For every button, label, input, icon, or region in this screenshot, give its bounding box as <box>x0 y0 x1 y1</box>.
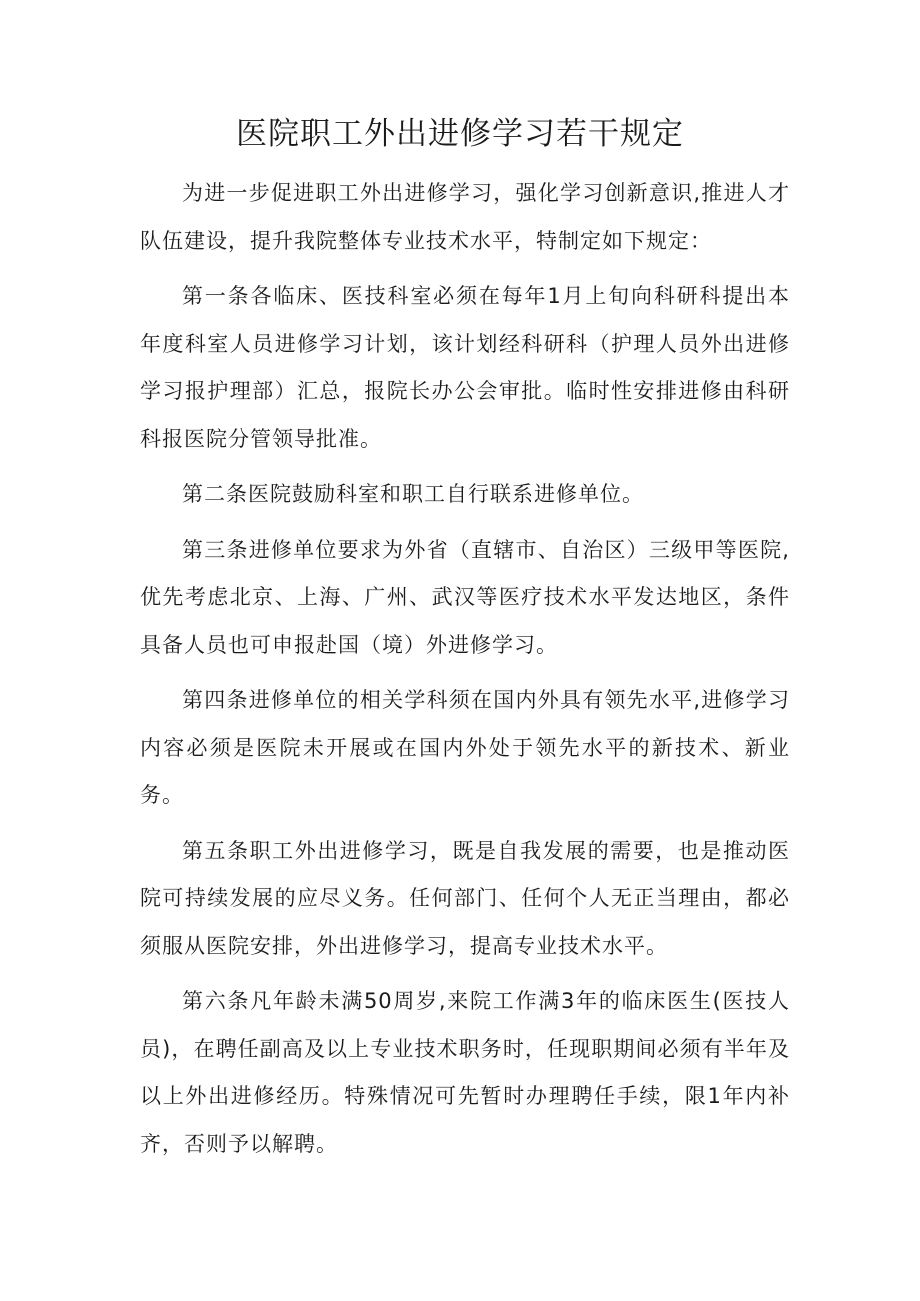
paragraph-intro: 为进一步促进职工外出进修学习，强化学习创新意识,推进人才队伍建设，提升我院整体专业技术水平，特制定如下规定： <box>140 181 790 253</box>
paragraph-article-6: 第六条凡年龄未满50周岁,来院工作满3年的临床医生(医技人员)，在聘任副高及以上专业技术职务时，任现职期间必须有半年及以上外出进修经历。特殊情况可先暂时办理聘任手续，限1年内补齐，否则予以解聘。 <box>140 989 790 1156</box>
paragraph-article-5: 第五条职工外出进修学习，既是自我发展的需要，也是推动医院可持续发展的应尽义务。任何部门、任何个人无正当理由，都必须服从医院安排，外出进修学习，提高专业技术水平。 <box>140 838 790 958</box>
paragraph-article-4: 第四条进修单位的相关学科须在国内外具有领先水平,进修学习内容必须是医院未开展或在国内外处于领先水平的新技术、新业务。 <box>140 688 790 807</box>
paragraph-article-3: 第三条进修单位要求为外省（直辖市、自治区）三级甲等医院,优先考虑北京、上海、广州、武汉等医疗技术水平发达地区，条件具备人员也可申报赴国（境）外进修学习。 <box>140 537 790 657</box>
paragraph-article-1: 第一条各临床、医技科室必须在每年1月上旬向科研科提出本年度科室人员进修学习计划，该计划经科研科（护理人员外出进修学习报护理部）汇总，报院长办公会审批。临时性安排进修由科研科报医院分管领导批准。 <box>140 284 790 451</box>
document-body <box>140 170 790 1176</box>
document-title: 医院职工外出进修学习若干规定 <box>236 116 684 152</box>
paragraph-article-2: 第二条医院鼓励科室和职工自行联系进修单位。 <box>182 482 644 506</box>
